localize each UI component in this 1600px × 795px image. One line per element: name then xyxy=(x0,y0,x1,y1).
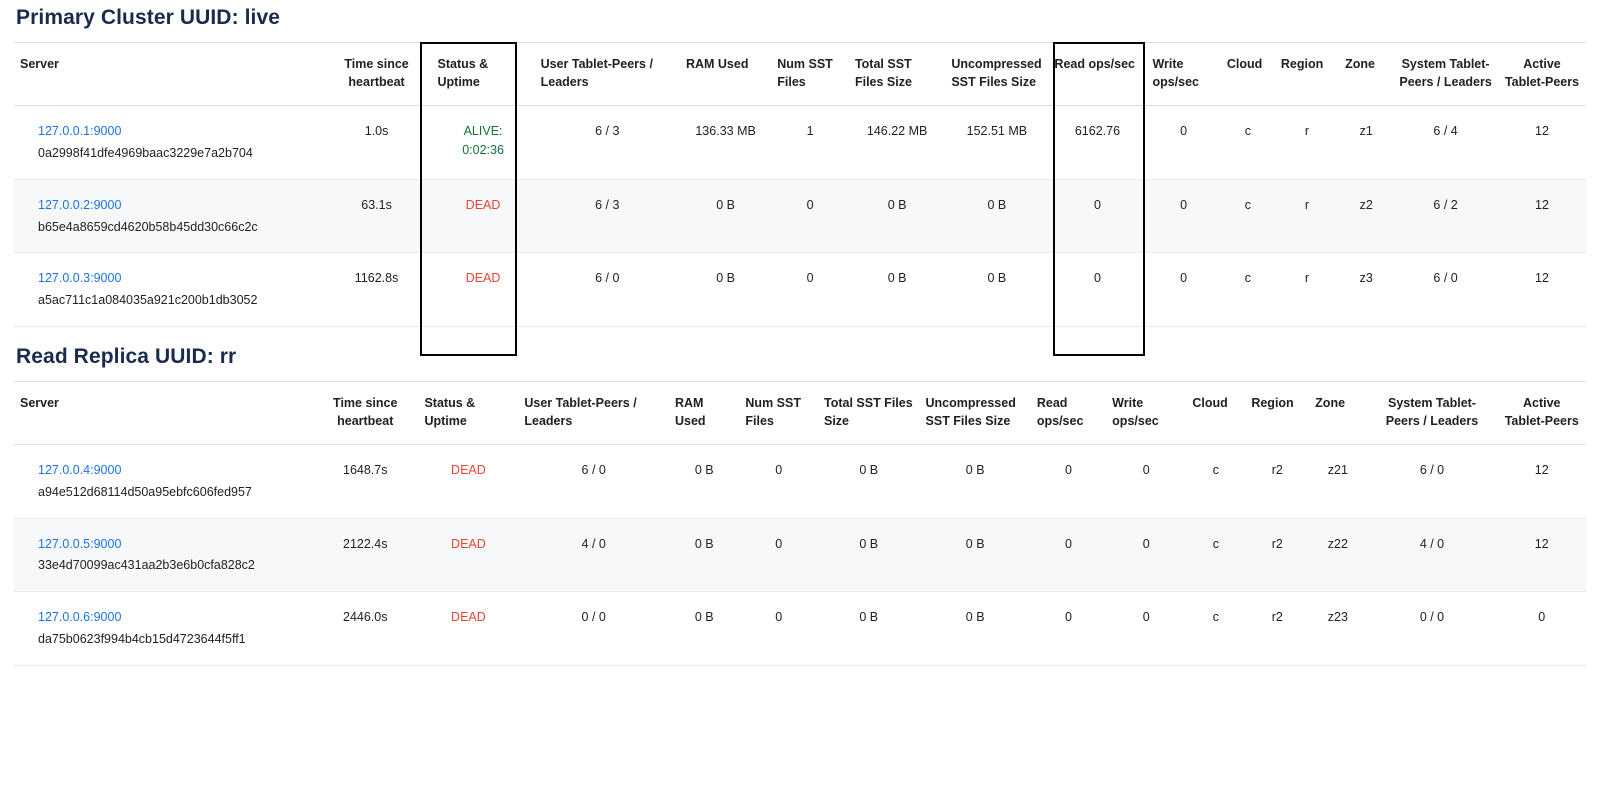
server-uuid: a5ac711c1a084035a921c200b1db3052 xyxy=(38,293,258,307)
server-uuid: a94e512d68114d50a95ebfc606fed957 xyxy=(38,484,252,499)
num-sst-files-cell: 0 xyxy=(771,179,849,253)
uncompressed-sst-size-cell: 0 B xyxy=(920,518,1031,592)
user-tablet-peers-cell: 0 / 0 xyxy=(518,592,669,666)
heartbeat-cell: 1.0s xyxy=(322,106,432,180)
col-header-heartbeat: Time since heartbeat xyxy=(322,43,432,106)
col-header-read-ops: Read ops/sec xyxy=(1048,43,1146,106)
server-link[interactable]: 127.0.0.6:9000 xyxy=(38,610,122,624)
col-header-active-tablet-peers: Active Tablet-Peers xyxy=(1498,43,1586,106)
system-tablet-peers-cell: 6 / 2 xyxy=(1393,179,1498,253)
server-uuid: b65e4a8659cd4620b58b45dd30c66c2c xyxy=(38,219,258,234)
col-header-ram-used: RAM Used xyxy=(669,381,739,444)
cloud-cell: c xyxy=(1221,106,1275,180)
server-cell xyxy=(14,592,312,666)
col-header-ram-used: RAM Used xyxy=(680,43,771,106)
table-header-row xyxy=(14,381,1586,444)
read-ops-cell: 0 xyxy=(1031,445,1106,519)
ram-used-cell: 0 B xyxy=(669,518,739,592)
table-row xyxy=(14,253,1586,327)
status-cell xyxy=(418,592,518,666)
user-tablet-peers-cell: 6 / 3 xyxy=(535,106,680,180)
ram-used-cell: 0 B xyxy=(669,592,739,666)
col-header-uncompressed-sst-size: Uncompressed SST Files Size xyxy=(945,43,1048,106)
total-sst-size-cell: 0 B xyxy=(818,518,920,592)
user-tablet-peers-cell: 6 / 3 xyxy=(535,179,680,253)
server-link[interactable]: 127.0.0.1:9000 xyxy=(38,124,122,139)
write-ops-cell: 0 xyxy=(1106,592,1186,666)
col-header-cloud: Cloud xyxy=(1221,43,1275,106)
col-header-total-sst-size: Total SST Files Size xyxy=(849,43,945,106)
server-cell xyxy=(14,179,322,253)
status-badge: ALIVE: xyxy=(463,124,503,139)
read-ops-cell: 6162.76 xyxy=(1048,106,1146,180)
col-header-server: Server xyxy=(14,381,312,444)
col-header-write-ops: Write ops/sec xyxy=(1146,43,1220,106)
active-tablet-peers-cell: 12 xyxy=(1497,518,1586,592)
user-tablet-peers-cell: 4 / 0 xyxy=(518,518,669,592)
ram-used-cell: 0 B xyxy=(680,253,771,327)
cloud-cell: c xyxy=(1186,592,1245,666)
table-row xyxy=(14,179,1586,253)
user-tablet-peers-cell: 6 / 0 xyxy=(518,445,669,519)
col-header-user-tablet-peers: User Tablet-Peers / Leaders xyxy=(535,43,680,106)
col-header-uncompressed-sst-size: Uncompressed SST Files Size xyxy=(920,381,1031,444)
uncompressed-sst-size-cell: 0 B xyxy=(920,445,1031,519)
read-ops-cell: 0 xyxy=(1031,592,1106,666)
col-header-num-sst-files: Num SST Files xyxy=(771,43,849,106)
ram-used-cell: 0 B xyxy=(669,445,739,519)
status-badge: DEAD xyxy=(465,197,501,212)
table-row xyxy=(14,518,1586,592)
cloud-cell: c xyxy=(1221,179,1275,253)
server-cell xyxy=(14,106,322,180)
ram-used-cell: 136.33 MB xyxy=(680,106,771,180)
col-header-write-ops: Write ops/sec xyxy=(1106,381,1186,444)
total-sst-size-cell: 146.22 MB xyxy=(849,106,945,180)
read-replica-table xyxy=(14,381,1586,666)
col-header-zone: Zone xyxy=(1309,381,1366,444)
zone-cell: z3 xyxy=(1339,253,1393,327)
ram-used-cell: 0 B xyxy=(680,179,771,253)
system-tablet-peers-cell: 6 / 0 xyxy=(1393,253,1498,327)
col-header-system-tablet-peers: System Tablet-Peers / Leaders xyxy=(1366,381,1497,444)
system-tablet-peers-cell: 6 / 0 xyxy=(1366,445,1497,519)
read-replica-section xyxy=(14,345,1586,666)
server-link[interactable]: 127.0.0.4:9000 xyxy=(38,463,122,477)
status-badge: DEAD xyxy=(465,271,501,286)
cloud-cell: c xyxy=(1186,518,1245,592)
status-cell xyxy=(432,253,535,327)
col-header-status-uptime: Status & Uptime xyxy=(418,381,518,444)
status-badge: DEAD xyxy=(451,463,486,477)
read-ops-cell: 0 xyxy=(1031,518,1106,592)
cluster-tserver-page xyxy=(14,6,1586,666)
num-sst-files-cell: 0 xyxy=(771,253,849,327)
status-cell xyxy=(432,179,535,253)
col-header-num-sst-files: Num SST Files xyxy=(739,381,818,444)
heartbeat-cell: 2122.4s xyxy=(312,518,418,592)
zone-cell: z23 xyxy=(1309,592,1366,666)
col-header-read-ops: Read ops/sec xyxy=(1031,381,1106,444)
col-header-zone: Zone xyxy=(1339,43,1393,106)
total-sst-size-cell: 0 B xyxy=(818,445,920,519)
primary-cluster-section xyxy=(14,6,1586,327)
read-ops-cell: 0 xyxy=(1048,253,1146,327)
region-cell: r xyxy=(1275,179,1339,253)
system-tablet-peers-cell: 6 / 4 xyxy=(1393,106,1498,180)
system-tablet-peers-cell: 0 / 0 xyxy=(1366,592,1497,666)
num-sst-files-cell: 0 xyxy=(739,592,818,666)
system-tablet-peers-cell: 4 / 0 xyxy=(1366,518,1497,592)
uptime-value: 0:02:36 xyxy=(462,143,504,157)
heartbeat-cell: 1162.8s xyxy=(322,253,432,327)
write-ops-cell: 0 xyxy=(1146,253,1220,327)
col-header-cloud: Cloud xyxy=(1186,381,1245,444)
write-ops-cell: 0 xyxy=(1106,518,1186,592)
heartbeat-cell: 1648.7s xyxy=(312,445,418,519)
region-cell: r2 xyxy=(1245,518,1309,592)
write-ops-cell: 0 xyxy=(1146,106,1220,180)
server-uuid: 33e4d70099ac431aa2b3e6b0cfa828c2 xyxy=(38,558,255,573)
read-ops-cell: 0 xyxy=(1048,179,1146,253)
col-header-region: Region xyxy=(1245,381,1309,444)
uncompressed-sst-size-cell: 0 B xyxy=(945,179,1048,253)
col-header-region: Region xyxy=(1275,43,1339,106)
col-header-server: Server xyxy=(14,43,322,106)
server-link[interactable]: 127.0.0.5:9000 xyxy=(38,536,122,551)
col-header-active-tablet-peers: Active Tablet-Peers xyxy=(1497,381,1586,444)
table-row xyxy=(14,592,1586,666)
zone-cell: z2 xyxy=(1339,179,1393,253)
primary-cluster-table-body xyxy=(14,106,1586,327)
zone-cell: z21 xyxy=(1309,445,1366,519)
uncompressed-sst-size-cell: 152.51 MB xyxy=(945,106,1048,180)
col-header-user-tablet-peers: User Tablet-Peers / Leaders xyxy=(518,381,669,444)
num-sst-files-cell: 0 xyxy=(739,445,818,519)
read-replica-title: Read Replica UUID: rr xyxy=(16,344,237,368)
total-sst-size-cell: 0 B xyxy=(818,592,920,666)
primary-cluster-table xyxy=(14,42,1586,327)
active-tablet-peers-cell: 12 xyxy=(1498,179,1586,253)
server-link[interactable]: 127.0.0.3:9000 xyxy=(38,271,122,286)
table-header-row xyxy=(14,43,1586,106)
active-tablet-peers-cell: 12 xyxy=(1498,253,1586,327)
col-header-heartbeat: Time since heartbeat xyxy=(312,381,418,444)
server-uuid: 0a2998f41dfe4969baac3229e7a2b704 xyxy=(38,146,253,160)
write-ops-cell: 0 xyxy=(1146,179,1220,253)
total-sst-size-cell: 0 B xyxy=(849,179,945,253)
user-tablet-peers-cell: 6 / 0 xyxy=(535,253,680,327)
cloud-cell: c xyxy=(1186,445,1245,519)
active-tablet-peers-cell: 0 xyxy=(1497,592,1586,666)
status-badge: DEAD xyxy=(451,536,486,551)
server-cell xyxy=(14,445,312,519)
active-tablet-peers-cell: 12 xyxy=(1497,445,1586,519)
table-row xyxy=(14,106,1586,180)
num-sst-files-cell: 1 xyxy=(771,106,849,180)
status-badge: DEAD xyxy=(451,610,486,624)
region-cell: r xyxy=(1275,253,1339,327)
primary-cluster-title: Primary Cluster UUID: live xyxy=(16,6,281,29)
region-cell: r2 xyxy=(1245,592,1309,666)
col-header-status-uptime: Status & Uptime xyxy=(432,43,535,106)
server-cell xyxy=(14,253,322,327)
zone-cell: z1 xyxy=(1339,106,1393,180)
status-cell xyxy=(432,106,535,180)
cloud-cell: c xyxy=(1221,253,1275,327)
uncompressed-sst-size-cell: 0 B xyxy=(945,253,1048,327)
active-tablet-peers-cell: 12 xyxy=(1498,106,1586,180)
region-cell: r2 xyxy=(1245,445,1309,519)
table-row xyxy=(14,445,1586,519)
total-sst-size-cell: 0 B xyxy=(849,253,945,327)
write-ops-cell: 0 xyxy=(1106,445,1186,519)
server-cell xyxy=(14,518,312,592)
server-link[interactable]: 127.0.0.2:9000 xyxy=(38,197,122,212)
server-uuid: da75b0623f994b4cb15d4723644f5ff1 xyxy=(38,631,246,646)
status-cell xyxy=(418,518,518,592)
status-cell xyxy=(418,445,518,519)
heartbeat-cell: 2446.0s xyxy=(312,592,418,666)
uncompressed-sst-size-cell: 0 B xyxy=(920,592,1031,666)
region-cell: r xyxy=(1275,106,1339,180)
heartbeat-cell: 63.1s xyxy=(322,179,432,253)
zone-cell: z22 xyxy=(1309,518,1366,592)
num-sst-files-cell: 0 xyxy=(739,518,818,592)
col-header-total-sst-size: Total SST Files Size xyxy=(818,381,920,444)
col-header-system-tablet-peers: System Tablet-Peers / Leaders xyxy=(1393,43,1498,106)
read-replica-table-body xyxy=(14,445,1586,666)
